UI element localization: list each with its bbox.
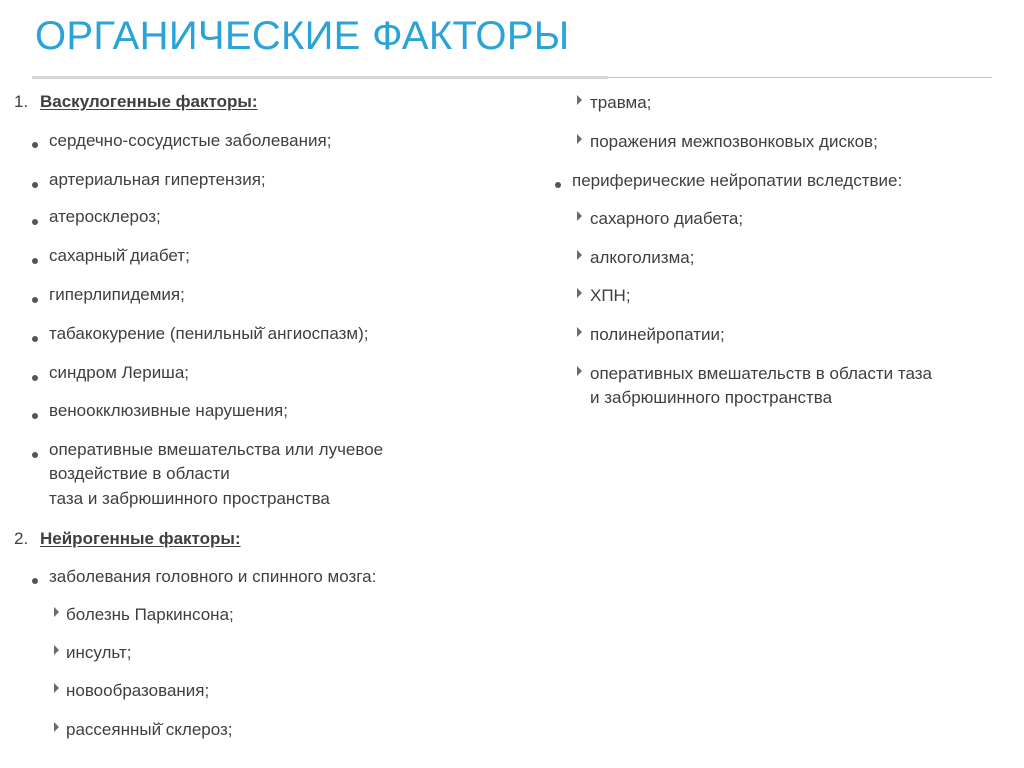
sub-list-item: сахарного диабета; <box>590 209 744 228</box>
list-item: сахарный̆ диабет; <box>49 246 190 265</box>
list-item: заболевания головного и спинного мозга: <box>49 567 377 586</box>
sub-list-item-line: оперативных вмешательств в области таза <box>590 364 932 383</box>
list-item: гиперлипидемия; <box>49 285 185 304</box>
triangle-bullet-icon <box>54 683 59 693</box>
bullet-dot-icon <box>32 297 38 303</box>
list-item-line: таза и забрюшинного пространства <box>49 489 330 508</box>
title-divider-left <box>32 76 608 79</box>
triangle-bullet-icon <box>577 250 582 260</box>
triangle-bullet-icon <box>54 645 59 655</box>
bullet-dot-icon <box>32 578 38 584</box>
section-number: 1. <box>14 92 29 111</box>
sub-list-item: новообразования; <box>66 681 210 700</box>
triangle-bullet-icon <box>577 327 582 337</box>
list-item: атеросклероз; <box>49 207 161 226</box>
triangle-bullet-icon <box>577 211 582 221</box>
list-item: веноокклюзивные нарушения; <box>49 401 288 420</box>
triangle-bullet-icon <box>54 722 59 732</box>
sub-list-item: алкоголизма; <box>590 248 695 267</box>
bullet-dot-icon <box>32 375 38 381</box>
sub-list-item: рассеянный̆ склероз; <box>66 720 233 739</box>
bullet-dot-icon <box>32 452 38 458</box>
bullet-dot-icon <box>32 336 38 342</box>
list-item-neuropathies: периферические нейропатии вследствие: <box>572 171 903 190</box>
bullet-dot-icon <box>32 413 38 419</box>
bullet-dot-icon <box>32 182 38 188</box>
sub-list-item: травма; <box>590 93 652 112</box>
sub-list-item: поражения межпозвонковых дисков; <box>590 132 878 151</box>
section-number: 2. <box>14 529 29 548</box>
bullet-dot-icon <box>32 142 38 148</box>
list-item: синдром Лериша; <box>49 363 190 382</box>
triangle-bullet-icon <box>577 288 582 298</box>
sub-list-item: полинейропатии; <box>590 325 725 344</box>
section-heading-vasculogenic: Васкулогенные факторы: <box>40 92 258 111</box>
triangle-bullet-icon <box>577 366 582 376</box>
list-item-line: оперативные вмешательства или лучевое <box>49 440 384 459</box>
triangle-bullet-icon <box>577 95 582 105</box>
list-item: сердечно-сосудистые заболевания; <box>49 131 332 150</box>
title-divider-right <box>608 77 992 78</box>
list-item-line: воздействие в области <box>49 464 230 483</box>
slide-title: ОРГАНИЧЕСКИЕ ФАКТОРЫ <box>35 14 570 58</box>
bullet-dot-icon <box>32 219 38 225</box>
list-item: артериальная гипертензия; <box>49 170 266 189</box>
sub-list-item: инсульт; <box>66 643 132 662</box>
bullet-dot-icon <box>555 182 561 188</box>
sub-list-item: ХПН; <box>590 286 631 305</box>
triangle-bullet-icon <box>577 134 582 144</box>
triangle-bullet-icon <box>54 607 59 617</box>
sub-list-item: болезнь Паркинсона; <box>66 605 234 624</box>
list-item: табакокурение (пенильный̆ ангиоспазм); <box>49 324 369 343</box>
bullet-dot-icon <box>32 258 38 264</box>
sub-list-item-line: и забрюшинного пространства <box>590 388 833 407</box>
section-heading-neurogenic: Нейрогенные факторы: <box>40 529 241 548</box>
